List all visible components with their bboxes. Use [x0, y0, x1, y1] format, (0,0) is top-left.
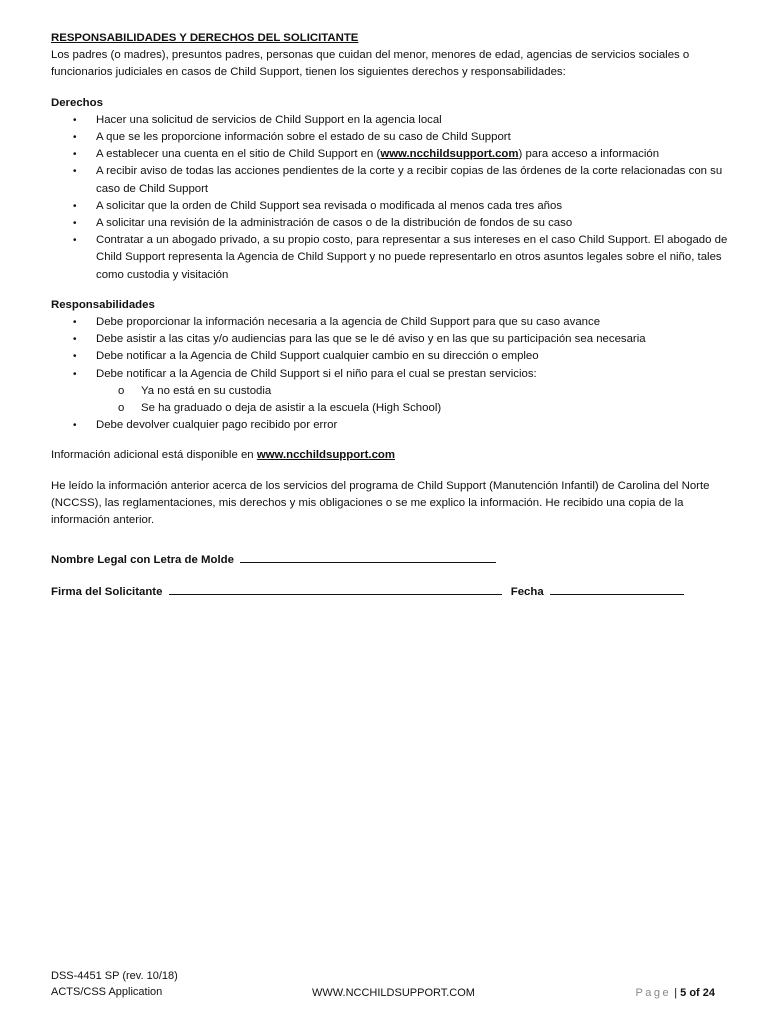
- form-name: ACTS/CSS Application: [51, 986, 163, 998]
- website-link[interactable]: www.ncchildsupport.com: [380, 148, 519, 161]
- intro-paragraph: Los padres (o madres), presuntos padres, personas que cuidan del menor, menores de edad, agencias de servicios sociales o funcionarios judiciales en casos de Child Support, tienen los siguientes derechos y responsabilidades:: [51, 49, 690, 79]
- list-item: • Debe notificar a la Agencia de Child Support cualquier cambio en su dirección o empleo: [51, 348, 731, 365]
- bullet-icon: •: [73, 420, 77, 432]
- rights-heading: Derechos: [51, 96, 103, 109]
- responsibilities-heading: Responsabilidades: [51, 298, 155, 311]
- bullet-icon: •: [73, 317, 77, 329]
- website-link[interactable]: www.ncchildsupport.com: [256, 449, 395, 462]
- list-item: • A que se les proporcione información sobre el estado de su caso de Child Support: [51, 129, 731, 146]
- sub-list-item: o Ya no está en su custodia: [96, 383, 731, 400]
- list-item: • A establecer una cuenta en el sitio de Child Support en (www.ncchildsupport.com) para acceso a información: [51, 146, 731, 163]
- bullet-icon: •: [73, 132, 77, 144]
- list-item: • A solicitar que la orden de Child Support sea revisada o modificada al menos cada tres años: [51, 198, 731, 215]
- list-item: • Debe notificar a la Agencia de Child Support si el niño para el cual se prestan servicios: o Ya no está en su custodia o Se ha graduado o deja de asistir a la escuela (High School): [51, 366, 731, 418]
- bullet-icon: •: [73, 200, 77, 212]
- additional-info: Información adicional está disponible en www.ncchildsupport.com: [51, 449, 395, 462]
- acknowledgement-paragraph: He leído la información anterior acerca de los servicios del programa de Child Support (Manutención Infantil) de Carolina del Norte (NCCSS), las reglamentaciones, mis derechos y mis obligaciones o se me explico la información. He recibido una copia de la información anterior.: [51, 479, 710, 527]
- responsibilities-list: [51, 314, 731, 434]
- page-title: RESPONSABILIDADES Y DERECHOS DEL SOLICITANTE: [51, 32, 359, 44]
- bullet-icon: •: [73, 149, 77, 161]
- bullet-icon: •: [73, 235, 77, 247]
- signature-label: Firma del Solicitante: [51, 586, 163, 599]
- date-label: Fecha: [510, 586, 544, 599]
- date-field[interactable]: [550, 583, 684, 595]
- signature-field[interactable]: [169, 583, 502, 595]
- sub-list-item: o Se ha graduado o deja de asistir a la escuela (High School): [96, 400, 731, 417]
- list-item: • Debe devolver cualquier pago recibido por error: [51, 417, 731, 434]
- sub-list: [96, 383, 731, 417]
- legal-name-row: [51, 551, 731, 569]
- page-number: Page | 5 of 24: [635, 987, 715, 999]
- form-info: [51, 968, 178, 1000]
- footer-website: WWW.NCCHILDSUPPORT.COM: [312, 987, 475, 999]
- bullet-icon: •: [73, 334, 77, 346]
- list-item: • A recibir aviso de todas las acciones pendientes de la corte y a recibir copias de las órdenes de la corte relacionadas con su caso de Child Support: [73, 165, 723, 195]
- legal-name-label: Nombre Legal con Letra de Molde: [51, 554, 234, 567]
- bullet-icon: •: [73, 368, 77, 380]
- bullet-icon: •: [73, 114, 77, 126]
- signature-row: [51, 583, 731, 601]
- list-item: • A solicitar una revisión de la administración de casos o de la distribución de fondos de su caso: [51, 215, 731, 232]
- sub-bullet-icon: o: [118, 384, 125, 397]
- list-item: • Debe proporcionar la información necesaria a la agencia de Child Support para que su caso avance: [51, 314, 731, 331]
- bullet-icon: •: [73, 218, 77, 230]
- list-item: • Contratar a un abogado privado, a su propio costo, para representar a sus intereses en el caso Child Support. El abogado de Child Support representa la Agencia de Child Support y no puede representarlo en otros asuntos legales sobre el niño, tales como custodia y visitación: [73, 234, 728, 281]
- document-page: [51, 30, 731, 602]
- list-item: • Hacer una solicitud de servicios de Child Support en la agencia local: [51, 112, 731, 129]
- bullet-icon: •: [73, 166, 77, 178]
- bullet-icon: •: [73, 351, 77, 363]
- form-code: DSS-4451 SP (rev. 10/18): [51, 970, 178, 982]
- sub-bullet-icon: o: [118, 402, 125, 415]
- legal-name-field[interactable]: [240, 551, 496, 563]
- list-item: • Debe asistir a las citas y/o audiencias para las que se le dé aviso y en las que su participación sea necesaria: [51, 331, 731, 348]
- rights-list: [51, 112, 731, 284]
